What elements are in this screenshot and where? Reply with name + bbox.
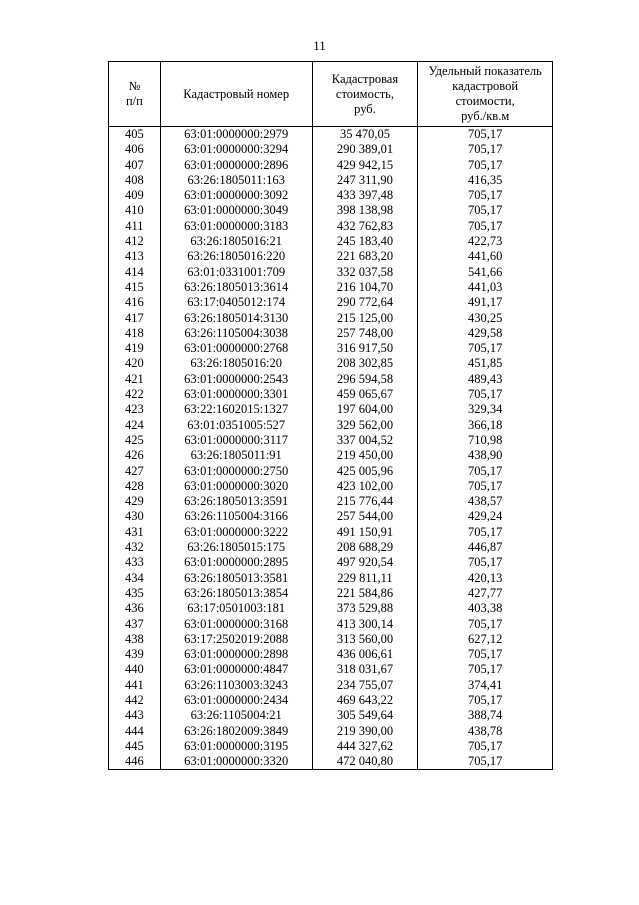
cadastral-number-cell: 63:01:0000000:2898 — [160, 647, 312, 662]
row-number-cell: 420 — [109, 356, 161, 371]
specific-index-cell: 430,25 — [418, 311, 553, 326]
row-number-cell: 440 — [109, 662, 161, 677]
cadastral-value-cell: 329 562,00 — [312, 418, 418, 433]
row-number-cell: 414 — [109, 265, 161, 280]
table-header-row — [109, 62, 553, 127]
table-row — [109, 418, 553, 433]
specific-index-cell: 705,17 — [418, 617, 553, 632]
specific-index-cell: 429,58 — [418, 326, 553, 341]
specific-index-cell: 705,17 — [418, 219, 553, 234]
cadastral-value-cell: 318 031,67 — [312, 662, 418, 677]
row-number-cell: 422 — [109, 387, 161, 402]
row-number-cell: 409 — [109, 188, 161, 203]
specific-index-cell: 491,17 — [418, 295, 553, 310]
cadastral-number-cell: 63:01:0000000:2434 — [160, 693, 312, 708]
specific-index-cell: 705,17 — [418, 693, 553, 708]
specific-index-cell: 416,35 — [418, 173, 553, 188]
cadastral-value-cell: 219 390,00 — [312, 724, 418, 739]
cadastral-number-cell: 63:26:1805016:20 — [160, 356, 312, 371]
cadastral-value-cell: 215 776,44 — [312, 494, 418, 509]
header-cadastral-value: Кадастровая стоимость, руб. — [312, 62, 418, 127]
cadastral-value-table — [108, 61, 553, 770]
row-number-cell: 426 — [109, 448, 161, 463]
specific-index-cell: 374,41 — [418, 678, 553, 693]
row-number-cell: 429 — [109, 494, 161, 509]
cadastral-value-cell: 247 311,90 — [312, 173, 418, 188]
header-specific-index: Удельный показатель кадастровой стоимости, руб./кв.м — [418, 62, 553, 127]
specific-index-cell: 441,60 — [418, 249, 553, 264]
cadastral-number-cell: 63:26:1802009:3849 — [160, 724, 312, 739]
specific-index-cell: 422,73 — [418, 234, 553, 249]
table-row — [109, 754, 553, 770]
table-row — [109, 433, 553, 448]
table-row — [109, 693, 553, 708]
specific-index-cell: 705,17 — [418, 464, 553, 479]
row-number-cell: 424 — [109, 418, 161, 433]
row-number-cell: 438 — [109, 632, 161, 647]
cadastral-value-cell: 444 327,62 — [312, 739, 418, 754]
table-row — [109, 555, 553, 570]
cadastral-value-cell: 472 040,80 — [312, 754, 418, 770]
specific-index-cell: 705,17 — [418, 739, 553, 754]
specific-index-cell: 441,03 — [418, 280, 553, 295]
specific-index-cell: 705,17 — [418, 387, 553, 402]
table-row — [109, 509, 553, 524]
cadastral-value-cell: 197 604,00 — [312, 402, 418, 417]
cadastral-value-cell: 429 942,15 — [312, 158, 418, 173]
row-number-cell: 430 — [109, 509, 161, 524]
row-number-cell: 432 — [109, 540, 161, 555]
specific-index-cell: 541,66 — [418, 265, 553, 280]
cadastral-value-cell: 257 748,00 — [312, 326, 418, 341]
cadastral-value-cell: 413 300,14 — [312, 617, 418, 632]
cadastral-value-cell: 497 920,54 — [312, 555, 418, 570]
specific-index-cell: 438,90 — [418, 448, 553, 463]
cadastral-value-cell: 305 549,64 — [312, 708, 418, 723]
table-row — [109, 295, 553, 310]
cadastral-number-cell: 63:26:1105004:3166 — [160, 509, 312, 524]
cadastral-value-cell: 221 584,86 — [312, 586, 418, 601]
specific-index-cell: 705,17 — [418, 341, 553, 356]
cadastral-number-cell: 63:01:0000000:3092 — [160, 188, 312, 203]
header-cadastral-number: Кадастровый номер — [160, 62, 312, 127]
table-row — [109, 448, 553, 463]
cadastral-number-cell: 63:17:2502019:2088 — [160, 632, 312, 647]
cadastral-value-cell: 313 560,00 — [312, 632, 418, 647]
row-number-cell: 418 — [109, 326, 161, 341]
cadastral-number-cell: 63:26:1103003:3243 — [160, 678, 312, 693]
row-number-cell: 427 — [109, 464, 161, 479]
cadastral-number-cell: 63:26:1805016:21 — [160, 234, 312, 249]
table-row — [109, 341, 553, 356]
table-row — [109, 617, 553, 632]
cadastral-number-cell: 63:01:0000000:3168 — [160, 617, 312, 632]
table-row — [109, 219, 553, 234]
table-row — [109, 479, 553, 494]
cadastral-value-cell: 425 005,96 — [312, 464, 418, 479]
cadastral-value-cell: 432 762,83 — [312, 219, 418, 234]
table-row — [109, 708, 553, 723]
row-number-cell: 416 — [109, 295, 161, 310]
cadastral-number-cell: 63:01:0000000:3320 — [160, 754, 312, 770]
specific-index-cell: 489,43 — [418, 372, 553, 387]
table-row — [109, 372, 553, 387]
cadastral-number-cell: 63:26:1105004:21 — [160, 708, 312, 723]
cadastral-value-cell: 469 643,22 — [312, 693, 418, 708]
cadastral-value-cell: 436 006,61 — [312, 647, 418, 662]
cadastral-number-cell: 63:26:1805013:3614 — [160, 280, 312, 295]
cadastral-value-cell: 433 397,48 — [312, 188, 418, 203]
table-row — [109, 280, 553, 295]
cadastral-number-cell: 63:26:1805011:91 — [160, 448, 312, 463]
specific-index-cell: 366,18 — [418, 418, 553, 433]
specific-index-cell: 705,17 — [418, 754, 553, 770]
specific-index-cell: 705,17 — [418, 203, 553, 218]
cadastral-number-cell: 63:01:0000000:3049 — [160, 203, 312, 218]
cadastral-number-cell: 63:26:1105004:3038 — [160, 326, 312, 341]
cadastral-value-cell: 373 529,88 — [312, 601, 418, 616]
cadastral-number-cell: 63:01:0351005:527 — [160, 418, 312, 433]
table-row — [109, 311, 553, 326]
table-row — [109, 724, 553, 739]
row-number-cell: 434 — [109, 571, 161, 586]
cadastral-number-cell: 63:01:0000000:3222 — [160, 525, 312, 540]
specific-index-cell: 627,12 — [418, 632, 553, 647]
table-row — [109, 632, 553, 647]
cadastral-value-cell: 257 544,00 — [312, 509, 418, 524]
table-row — [109, 203, 553, 218]
cadastral-number-cell: 63:26:1805013:3581 — [160, 571, 312, 586]
cadastral-value-cell: 208 302,85 — [312, 356, 418, 371]
cadastral-number-cell: 63:22:1602015:1327 — [160, 402, 312, 417]
cadastral-number-cell: 63:01:0000000:3020 — [160, 479, 312, 494]
cadastral-value-cell: 423 102,00 — [312, 479, 418, 494]
cadastral-number-cell: 63:01:0000000:3183 — [160, 219, 312, 234]
cadastral-value-cell: 216 104,70 — [312, 280, 418, 295]
specific-index-cell: 420,13 — [418, 571, 553, 586]
specific-index-cell: 427,77 — [418, 586, 553, 601]
cadastral-value-cell: 332 037,58 — [312, 265, 418, 280]
table-row — [109, 188, 553, 203]
cadastral-value-cell: 219 450,00 — [312, 448, 418, 463]
table-row — [109, 647, 553, 662]
row-number-cell: 443 — [109, 708, 161, 723]
header-row-number: № п/п — [109, 62, 161, 127]
row-number-cell: 415 — [109, 280, 161, 295]
table-row — [109, 387, 553, 402]
row-number-cell: 405 — [109, 127, 161, 143]
cadastral-value-cell: 290 389,01 — [312, 142, 418, 157]
table-row — [109, 173, 553, 188]
table-row — [109, 739, 553, 754]
row-number-cell: 435 — [109, 586, 161, 601]
cadastral-number-cell: 63:26:1805011:163 — [160, 173, 312, 188]
cadastral-value-cell: 296 594,58 — [312, 372, 418, 387]
specific-index-cell: 329,34 — [418, 402, 553, 417]
cadastral-number-cell: 63:01:0000000:2750 — [160, 464, 312, 479]
specific-index-cell: 705,17 — [418, 188, 553, 203]
row-number-cell: 421 — [109, 372, 161, 387]
table-row — [109, 158, 553, 173]
cadastral-value-cell: 221 683,20 — [312, 249, 418, 264]
table-row — [109, 234, 553, 249]
row-number-cell: 431 — [109, 525, 161, 540]
specific-index-cell: 705,17 — [418, 555, 553, 570]
row-number-cell: 419 — [109, 341, 161, 356]
cadastral-value-cell: 459 065,67 — [312, 387, 418, 402]
cadastral-number-cell: 63:26:1805015:175 — [160, 540, 312, 555]
specific-index-cell: 388,74 — [418, 708, 553, 723]
row-number-cell: 425 — [109, 433, 161, 448]
cadastral-value-cell: 491 150,91 — [312, 525, 418, 540]
specific-index-cell: 446,87 — [418, 540, 553, 555]
table-row — [109, 571, 553, 586]
table-row — [109, 265, 553, 280]
cadastral-number-cell: 63:01:0000000:4847 — [160, 662, 312, 677]
cadastral-number-cell: 63:17:0405012:174 — [160, 295, 312, 310]
cadastral-value-cell: 35 470,05 — [312, 127, 418, 143]
row-number-cell: 439 — [109, 647, 161, 662]
cadastral-number-cell: 63:01:0000000:2768 — [160, 341, 312, 356]
table-row — [109, 662, 553, 677]
table-row — [109, 586, 553, 601]
specific-index-cell: 705,17 — [418, 662, 553, 677]
cadastral-number-cell: 63:01:0000000:2543 — [160, 372, 312, 387]
row-number-cell: 411 — [109, 219, 161, 234]
specific-index-cell: 705,17 — [418, 525, 553, 540]
cadastral-number-cell: 63:01:0000000:3301 — [160, 387, 312, 402]
cadastral-number-cell: 63:01:0000000:2896 — [160, 158, 312, 173]
cadastral-value-cell: 208 688,29 — [312, 540, 418, 555]
specific-index-cell: 705,17 — [418, 142, 553, 157]
table-row — [109, 678, 553, 693]
row-number-cell: 441 — [109, 678, 161, 693]
row-number-cell: 442 — [109, 693, 161, 708]
specific-index-cell: 705,17 — [418, 127, 553, 143]
table-row — [109, 249, 553, 264]
row-number-cell: 437 — [109, 617, 161, 632]
cadastral-number-cell: 63:01:0000000:2979 — [160, 127, 312, 143]
row-number-cell: 423 — [109, 402, 161, 417]
cadastral-value-cell: 337 004,52 — [312, 433, 418, 448]
row-number-cell: 412 — [109, 234, 161, 249]
row-number-cell: 407 — [109, 158, 161, 173]
page-number: 11 — [313, 38, 326, 53]
cadastral-number-cell: 63:01:0000000:3294 — [160, 142, 312, 157]
cadastral-number-cell: 63:01:0000000:2895 — [160, 555, 312, 570]
table-row — [109, 601, 553, 616]
specific-index-cell: 438,57 — [418, 494, 553, 509]
table-row — [109, 525, 553, 540]
cadastral-number-cell: 63:01:0000000:3195 — [160, 739, 312, 754]
table-body — [109, 127, 553, 770]
specific-index-cell: 705,17 — [418, 647, 553, 662]
table-row — [109, 494, 553, 509]
row-number-cell: 408 — [109, 173, 161, 188]
row-number-cell: 406 — [109, 142, 161, 157]
table-row — [109, 402, 553, 417]
table-row — [109, 356, 553, 371]
specific-index-cell: 429,24 — [418, 509, 553, 524]
cadastral-number-cell: 63:26:1805013:3854 — [160, 586, 312, 601]
cadastral-number-cell: 63:26:1805014:3130 — [160, 311, 312, 326]
table-row — [109, 464, 553, 479]
row-number-cell: 410 — [109, 203, 161, 218]
row-number-cell: 433 — [109, 555, 161, 570]
cadastral-value-cell: 229 811,11 — [312, 571, 418, 586]
row-number-cell: 444 — [109, 724, 161, 739]
row-number-cell: 428 — [109, 479, 161, 494]
cadastral-value-cell: 290 772,64 — [312, 295, 418, 310]
cadastral-number-cell: 63:01:0331001:709 — [160, 265, 312, 280]
cadastral-number-cell: 63:26:1805013:3591 — [160, 494, 312, 509]
row-number-cell: 436 — [109, 601, 161, 616]
cadastral-number-cell: 63:26:1805016:220 — [160, 249, 312, 264]
specific-index-cell: 705,17 — [418, 158, 553, 173]
cadastral-value-cell: 316 917,50 — [312, 341, 418, 356]
cadastral-value-cell: 398 138,98 — [312, 203, 418, 218]
cadastral-value-cell: 215 125,00 — [312, 311, 418, 326]
row-number-cell: 445 — [109, 739, 161, 754]
table-row — [109, 142, 553, 157]
specific-index-cell: 438,78 — [418, 724, 553, 739]
specific-index-cell: 451,85 — [418, 356, 553, 371]
specific-index-cell: 705,17 — [418, 479, 553, 494]
cadastral-value-cell: 234 755,07 — [312, 678, 418, 693]
table-row — [109, 540, 553, 555]
specific-index-cell: 403,38 — [418, 601, 553, 616]
specific-index-cell: 710,98 — [418, 433, 553, 448]
cadastral-number-cell: 63:01:0000000:3117 — [160, 433, 312, 448]
row-number-cell: 446 — [109, 754, 161, 770]
row-number-cell: 417 — [109, 311, 161, 326]
cadastral-number-cell: 63:17:0501003:181 — [160, 601, 312, 616]
table-row — [109, 326, 553, 341]
row-number-cell: 413 — [109, 249, 161, 264]
table-row — [109, 127, 553, 143]
cadastral-value-cell: 245 183,40 — [312, 234, 418, 249]
